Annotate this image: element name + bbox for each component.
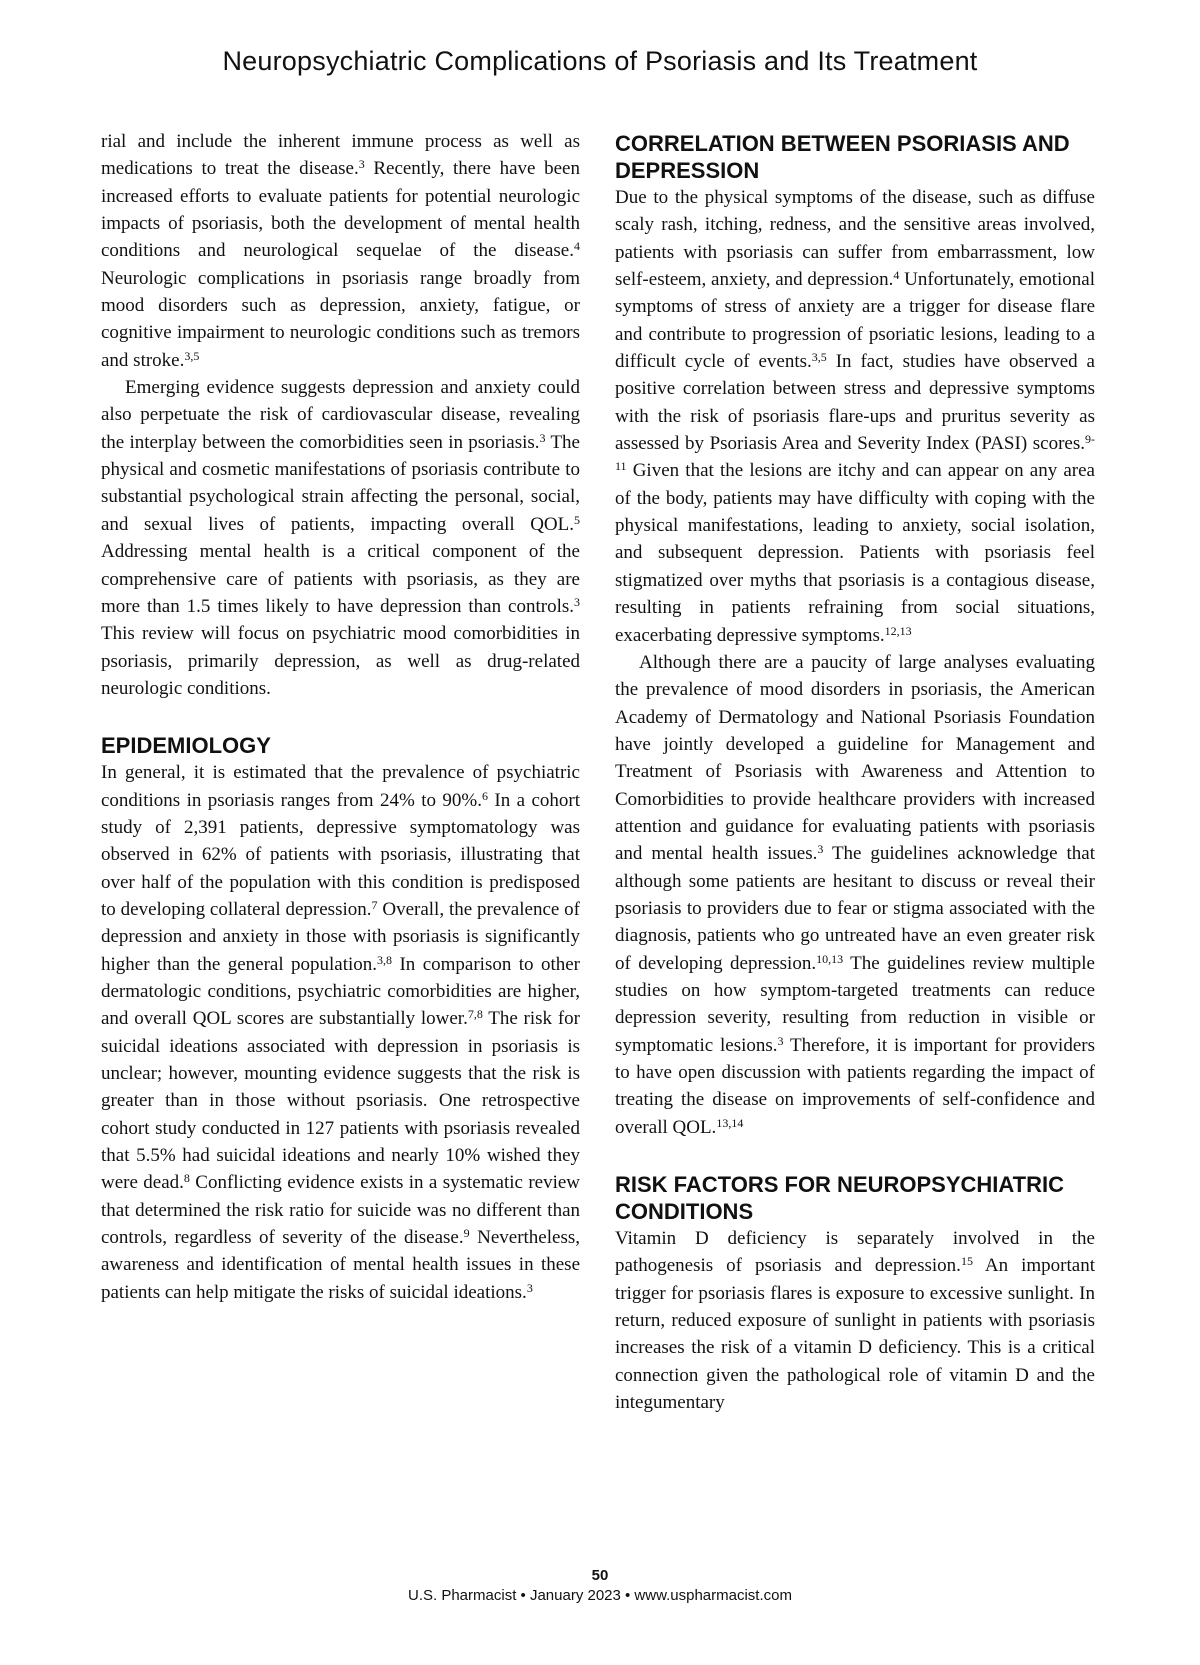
- page-number: 50: [591, 1567, 609, 1584]
- right-paragraph-3: Vitamin D deficiency is separately involved in the pathogenesis of psoriasis and depression.$^{15}$ An important trigger for psoriasis flares is exposure to excessive sunlight. In return, reduced exposure of sunlight in patients with psoriasis increases the risk of a vitamin D deficiency. This is a critical connection given the pathological role of vitamin D and the integumentary: [615, 1228, 1095, 1414]
- right-paragraph-1: Due to the physical symptoms of the disease, such as diffuse scaly rash, itching, redness, and the sensitive areas involved, patients with psoriasis can suffer from embarrassment, low self-esteem, anxiety, and depression.$^4$ Unfortunately, emotional symptoms of stress of anxiety are a trigger for disease flare and contribute to progression of psoriatic lesions, leading to a difficult cycle of events.$^{3,5}$ In fact, studies have observed a positive correlation between stress and depressive symptoms with the risk of psoriasis flare-ups and pruritus severity as assessed by Psoriasis Area and Severity Index (PASI) scores.$^{9-11}$ Given that the lesions are itchy and can appear on any area of the body, patients may have difficulty with coping with the physical manifestations, leading to anxiety, social isolation, and subsequent depression. Patients with psoriasis feel stigmatized over myths that psoriasis is a contagious disease, resulting in patients refraining from social situations, exacerbating depressive symptoms.$^{12,13}$: [615, 187, 1095, 646]
- section-heading-risk-factors: RISK FACTORS FOR NEUROPSYCHIATRIC CONDITIONS: [615, 1172, 1064, 1225]
- left-paragraph-1: rial and include the inherent immune process as well as medications to treat the disease.$^3$ Recently, there have been increased efforts to evaluate patients for potential neurologic impacts of psoriasis, both the development of mental health conditions and neurological sequelae of the disease.$^4$ Neurologic complications in psoriasis range broadly from mood disorders such as depression, anxiety, fatigue, or cognitive impairment to neurologic conditions such as tremors and stroke.$^{3,5}$: [101, 131, 580, 371]
- section-heading-epidemiology: EPIDEMIOLOGY: [101, 733, 271, 759]
- section-heading-correlation: CORRELATION BETWEEN PSORIASIS AND DEPRESSION: [615, 131, 1070, 183]
- footer-citation: U.S. Pharmacist • January 2023 • www.uspharmacist.com: [408, 1587, 792, 1604]
- right-paragraph-2: Although there are a paucity of large analyses evaluating the prevalence of mood disorders in psoriasis, the American Academy of Dermatology and National Psoriasis Foundation have jointly developed a guideline for Management and Treatment of Psoriasis with Awareness and Attention to Comorbidities to provide healthcare providers with increased attention and guidance for evaluating patients with psoriasis and mental health issues.$^3$ The guidelines acknowledge that although some patients are hesitant to discuss or reveal their psoriasis to providers due to fear or stigma associated with the diagnosis, patients who go untreated have an even greater risk of developing depression.$^{10,13}$ The guidelines review multiple studies on how symptom-targeted treatments can reduce depression severity, resulting from reduction in visible or symptomatic lesions.$^3$ Therefore, it is important for providers to have open discussion with patients regarding the impact of treating the disease on improvements of self-confidence and overall QOL.$^{13,14}$: [615, 651, 1095, 1138]
- left-paragraph-2: Emerging evidence suggests depression and anxiety could also perpetuate the risk of cardiovascular disease, revealing the interplay between the comorbidities seen in psoriasis.$^3$ The physical and cosmetic manifestations of psoriasis contribute to substantial psychological strain affecting the personal, social, and sexual lives of patients, impacting overall QOL.$^5$ Addressing mental health is a critical component of the comprehensive care of patients with psoriasis, as they are more than 1.5 times likely to have depression than controls.$^3$ This review will focus on psychiatric mood comorbidities in psoriasis, primarily depression, as well as drug-related neurologic conditions.: [101, 377, 580, 699]
- left-column: [101, 128, 580, 1306]
- running-title: Neuropsychiatric Complications of Psoriasis and Its Treatment: [222, 46, 978, 76]
- left-paragraph-3: In general, it is estimated that the prevalence of psychiatric conditions in psoriasis ranges from 24% to 90%.$^6$ In a cohort study of 2,391 patients, depressive symptomatology was observed in 62% of patients with psoriasis, illustrating that over half of the population with this condition is predisposed to developing collateral depression.$^7$ Overall, the prevalence of depression and anxiety in those with psoriasis is significantly higher than the general population.$^{3,8}$ In comparison to other dermatologic conditions, psychiatric comorbidities are higher, and overall QOL scores are substantially lower.$^{7,8}$ The risk for suicidal ideations associated with depression in psoriasis is unclear; however, mounting evidence suggests that the risk is greater than in those without psoriasis. One retrospective cohort study conducted in 127 patients with psoriasis revealed that 5.5% had suicidal ideations and nearly 10% wished they were dead.$^8$ Conflicting evidence exists in a systematic review that determined the risk ratio for suicide was no different than controls, regardless of severity of the disease.$^9$ Nevertheless, awareness and identification of mental health issues in these patients can help mitigate the risks of suicidal ideations.$^3$: [101, 762, 581, 1303]
- right-column: [615, 130, 1095, 1416]
